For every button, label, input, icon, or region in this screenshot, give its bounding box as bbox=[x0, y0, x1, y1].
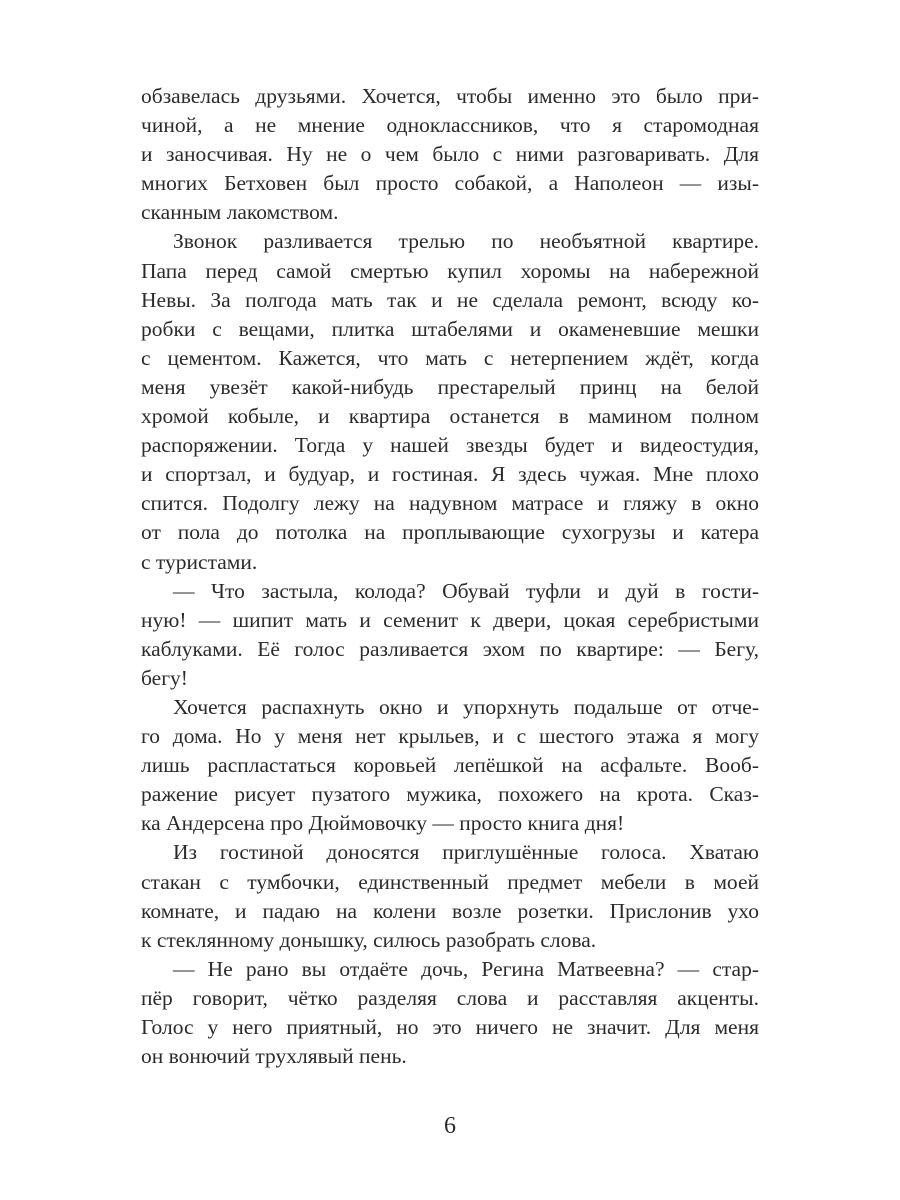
text-line: комнате, и падаю на колени возле розетки. Прислонив ухо bbox=[141, 898, 759, 923]
text-line: Невы. За полгода мать так и не сделала ремонт, всюду ко- bbox=[141, 287, 759, 312]
text-line: Папа перед самой смертью купил хоромы на набережной bbox=[141, 258, 759, 283]
text-line: стакан с тумбочки, единственный предмет мебели в моей bbox=[141, 869, 759, 894]
text-line: и спортзал, и будуар, и гостиная. Я здесь чужая. Мне плохо bbox=[141, 462, 759, 487]
text-line: чиной, а не мнение одноклассников, что я старомодная bbox=[141, 113, 759, 138]
text-line: пёр говорит, чётко разделяя слова и расставляя акценты. bbox=[141, 985, 759, 1010]
text-line: ражение рисует пузатого мужика, похожего на крота. Сказ- bbox=[141, 782, 759, 807]
text-line: от пола до потолка на проплывающие сухогрузы и катера bbox=[141, 520, 759, 545]
text-line: бегу! bbox=[141, 665, 188, 690]
text-line: Хочется распахнуть окно и упорхнуть подальше от отче- bbox=[173, 694, 759, 719]
text-line: ка Андерсена про Дюймовочку — просто книга дня! bbox=[141, 811, 625, 836]
text-line: Звонок разливается трелью по необъятной квартире. bbox=[173, 229, 759, 254]
text-line: Из гостиной доносятся приглушённые голоса. Хватаю bbox=[173, 840, 759, 865]
text-line: — Не рано вы отдаёте дочь, Регина Матвеевна? — стар- bbox=[173, 956, 759, 981]
text-line: многих Бетховен был просто собакой, а Наполеон — изы- bbox=[141, 171, 759, 196]
page-number: 6 bbox=[444, 1113, 456, 1139]
text-line: лишь распластаться коровьей лепёшкой на асфальте. Вооб- bbox=[141, 753, 759, 778]
text-line: он вонючий трухлявый пень. bbox=[141, 1044, 407, 1069]
page-body-text bbox=[141, 82, 759, 1071]
text-line: хромой кобыле, и квартира останется в мамином полном bbox=[141, 404, 759, 429]
text-line: обзавелась друзьями. Хочется, чтобы именно это было при- bbox=[141, 84, 759, 108]
text-line: с цементом. Кажется, что мать с нетерпением ждёт, когда bbox=[141, 345, 759, 370]
text-line: распоряжении. Тогда у нашей звезды будет и видеостудия, bbox=[141, 433, 759, 458]
text-line: робки с вещами, плитка штабелями и окаменевшие мешки bbox=[141, 316, 759, 341]
text-line: ную! — шипит мать и семенит к двери, цокая серебристыми bbox=[141, 607, 759, 632]
text-line: меня увезёт какой-нибудь престарелый принц на белой bbox=[141, 374, 759, 399]
text-line: с туристами. bbox=[141, 549, 258, 574]
text-line: и заносчивая. Ну не о чем было с ними разговаривать. Для bbox=[141, 142, 759, 167]
text-line: каблуками. Её голос разливается эхом по квартире: — Бегу, bbox=[141, 636, 759, 661]
text-line: го дома. Но у меня нет крыльев, и с шестого этажа я могу bbox=[141, 724, 759, 749]
text-line: к стеклянному донышку, силюсь разобрать слова. bbox=[141, 927, 597, 952]
text-line: Голос у него приятный, но это ничего не значит. Для меня bbox=[141, 1015, 759, 1039]
text-line: спится. Подолгу лежу на надувном матрасе и гляжу в окно bbox=[141, 491, 759, 516]
text-line: — Что застыла, колода? Обувай туфли и дуй в гости- bbox=[173, 578, 759, 603]
text-line: сканным лакомством. bbox=[141, 200, 339, 225]
